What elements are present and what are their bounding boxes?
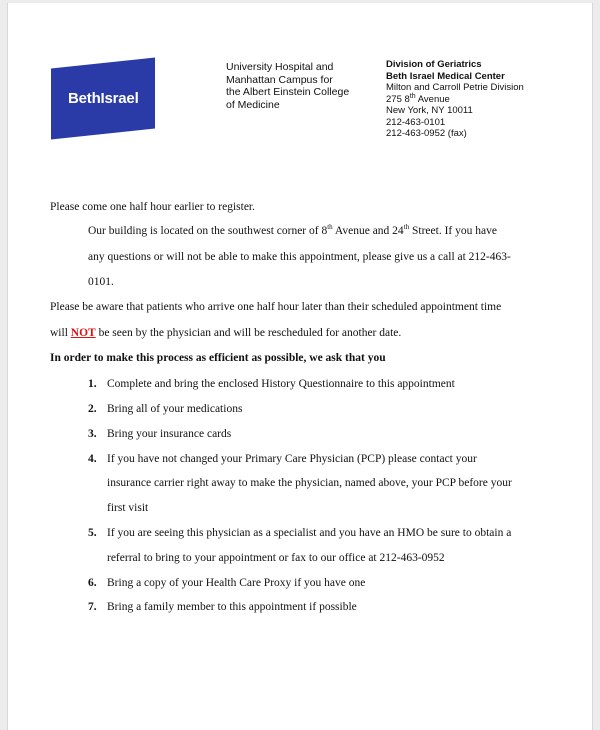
location-paragraph-line: any questions or will not be able to make this appointment, please give us a call at 212-463-: [88, 251, 511, 263]
division-address-block: [386, 59, 524, 140]
hospital-address-block: [226, 61, 349, 111]
division-name: Division of Geriatrics: [386, 59, 482, 70]
location-paragraph-line: 0101.: [88, 276, 114, 288]
beth-israel-logo: [51, 58, 155, 140]
hospital-line: of Medicine: [226, 98, 280, 111]
fax-number: 212-463-0952 (fax): [386, 128, 467, 139]
hospital-line: the Albert Einstein College: [226, 86, 350, 98]
logo-text: BethIsrael: [67, 90, 139, 108]
hospital-line: Manhattan Campus for: [226, 73, 333, 86]
document-page: BethIsrael University Hospital and Manhattan Campus for the Albert Einstein College of Medicine Division of Geriatrics Beth Israel Medical Center Milton and Carroll Petrie Division 275 8th Avenue New York, NY 10011 212-463-0101 212-463-0952 (fax) Please come one half hour earlier to register. Our building is located on the southwest corner of 8th Avenue and 24th Street. If you have any questions or will not be able to make this appointment, please give us a call at 212-463- 0101. Please be aware that patients who arrive one half hour later than their scheduled appointment time will NOT be seen by the physician and will be rescheduled for another date. In order to make this process as efficient as possible, we ask that you 1. Complete and bring the enclosed History Questionnaire to this appointment 2. Bring all of your medications 3. Bring your insurance cards 4. If you have not changed your Primary Care Physician (PCP) please contact your insurance carrier right away to make the physician, named above, your PCP before your first visit 5. If you are seeing this physician as a specialist and you have an HMO be sure to obtain a referral to bring to your appointment or fax to our office at 212-463-0952 6. Bring a copy of your Health Care Proxy if you have one 7. Bring a family member to this appointment if possible: [7, 3, 593, 730]
hospital-line: University Hospital and: [226, 61, 334, 73]
instructions-intro: In order to make this process as efficient as possible, we ask that you: [50, 352, 386, 364]
city-line: New York, NY 10011: [386, 105, 473, 116]
medical-center-name: Beth Israel Medical Center: [386, 70, 505, 82]
phone-number: 212-463-0101: [386, 116, 446, 128]
register-note: Please come one half hour earlier to register.: [50, 201, 256, 213]
not-emphasis: NOT: [70, 327, 96, 339]
street-address: 275 8th Avenue: [386, 92, 450, 105]
location-paragraph-line: Our building is located on the southwest corner of 8th Avenue and 24th Street. If you have: [88, 223, 497, 237]
late-arrival-paragraph-line: will NOT be seen by the physician and will be rescheduled for another date.: [50, 327, 402, 339]
subdivision-name: Milton and Carroll Petrie Division: [386, 82, 524, 93]
late-arrival-paragraph-line: Please be aware that patients who arrive one half hour later than their scheduled appointment time: [50, 301, 502, 313]
